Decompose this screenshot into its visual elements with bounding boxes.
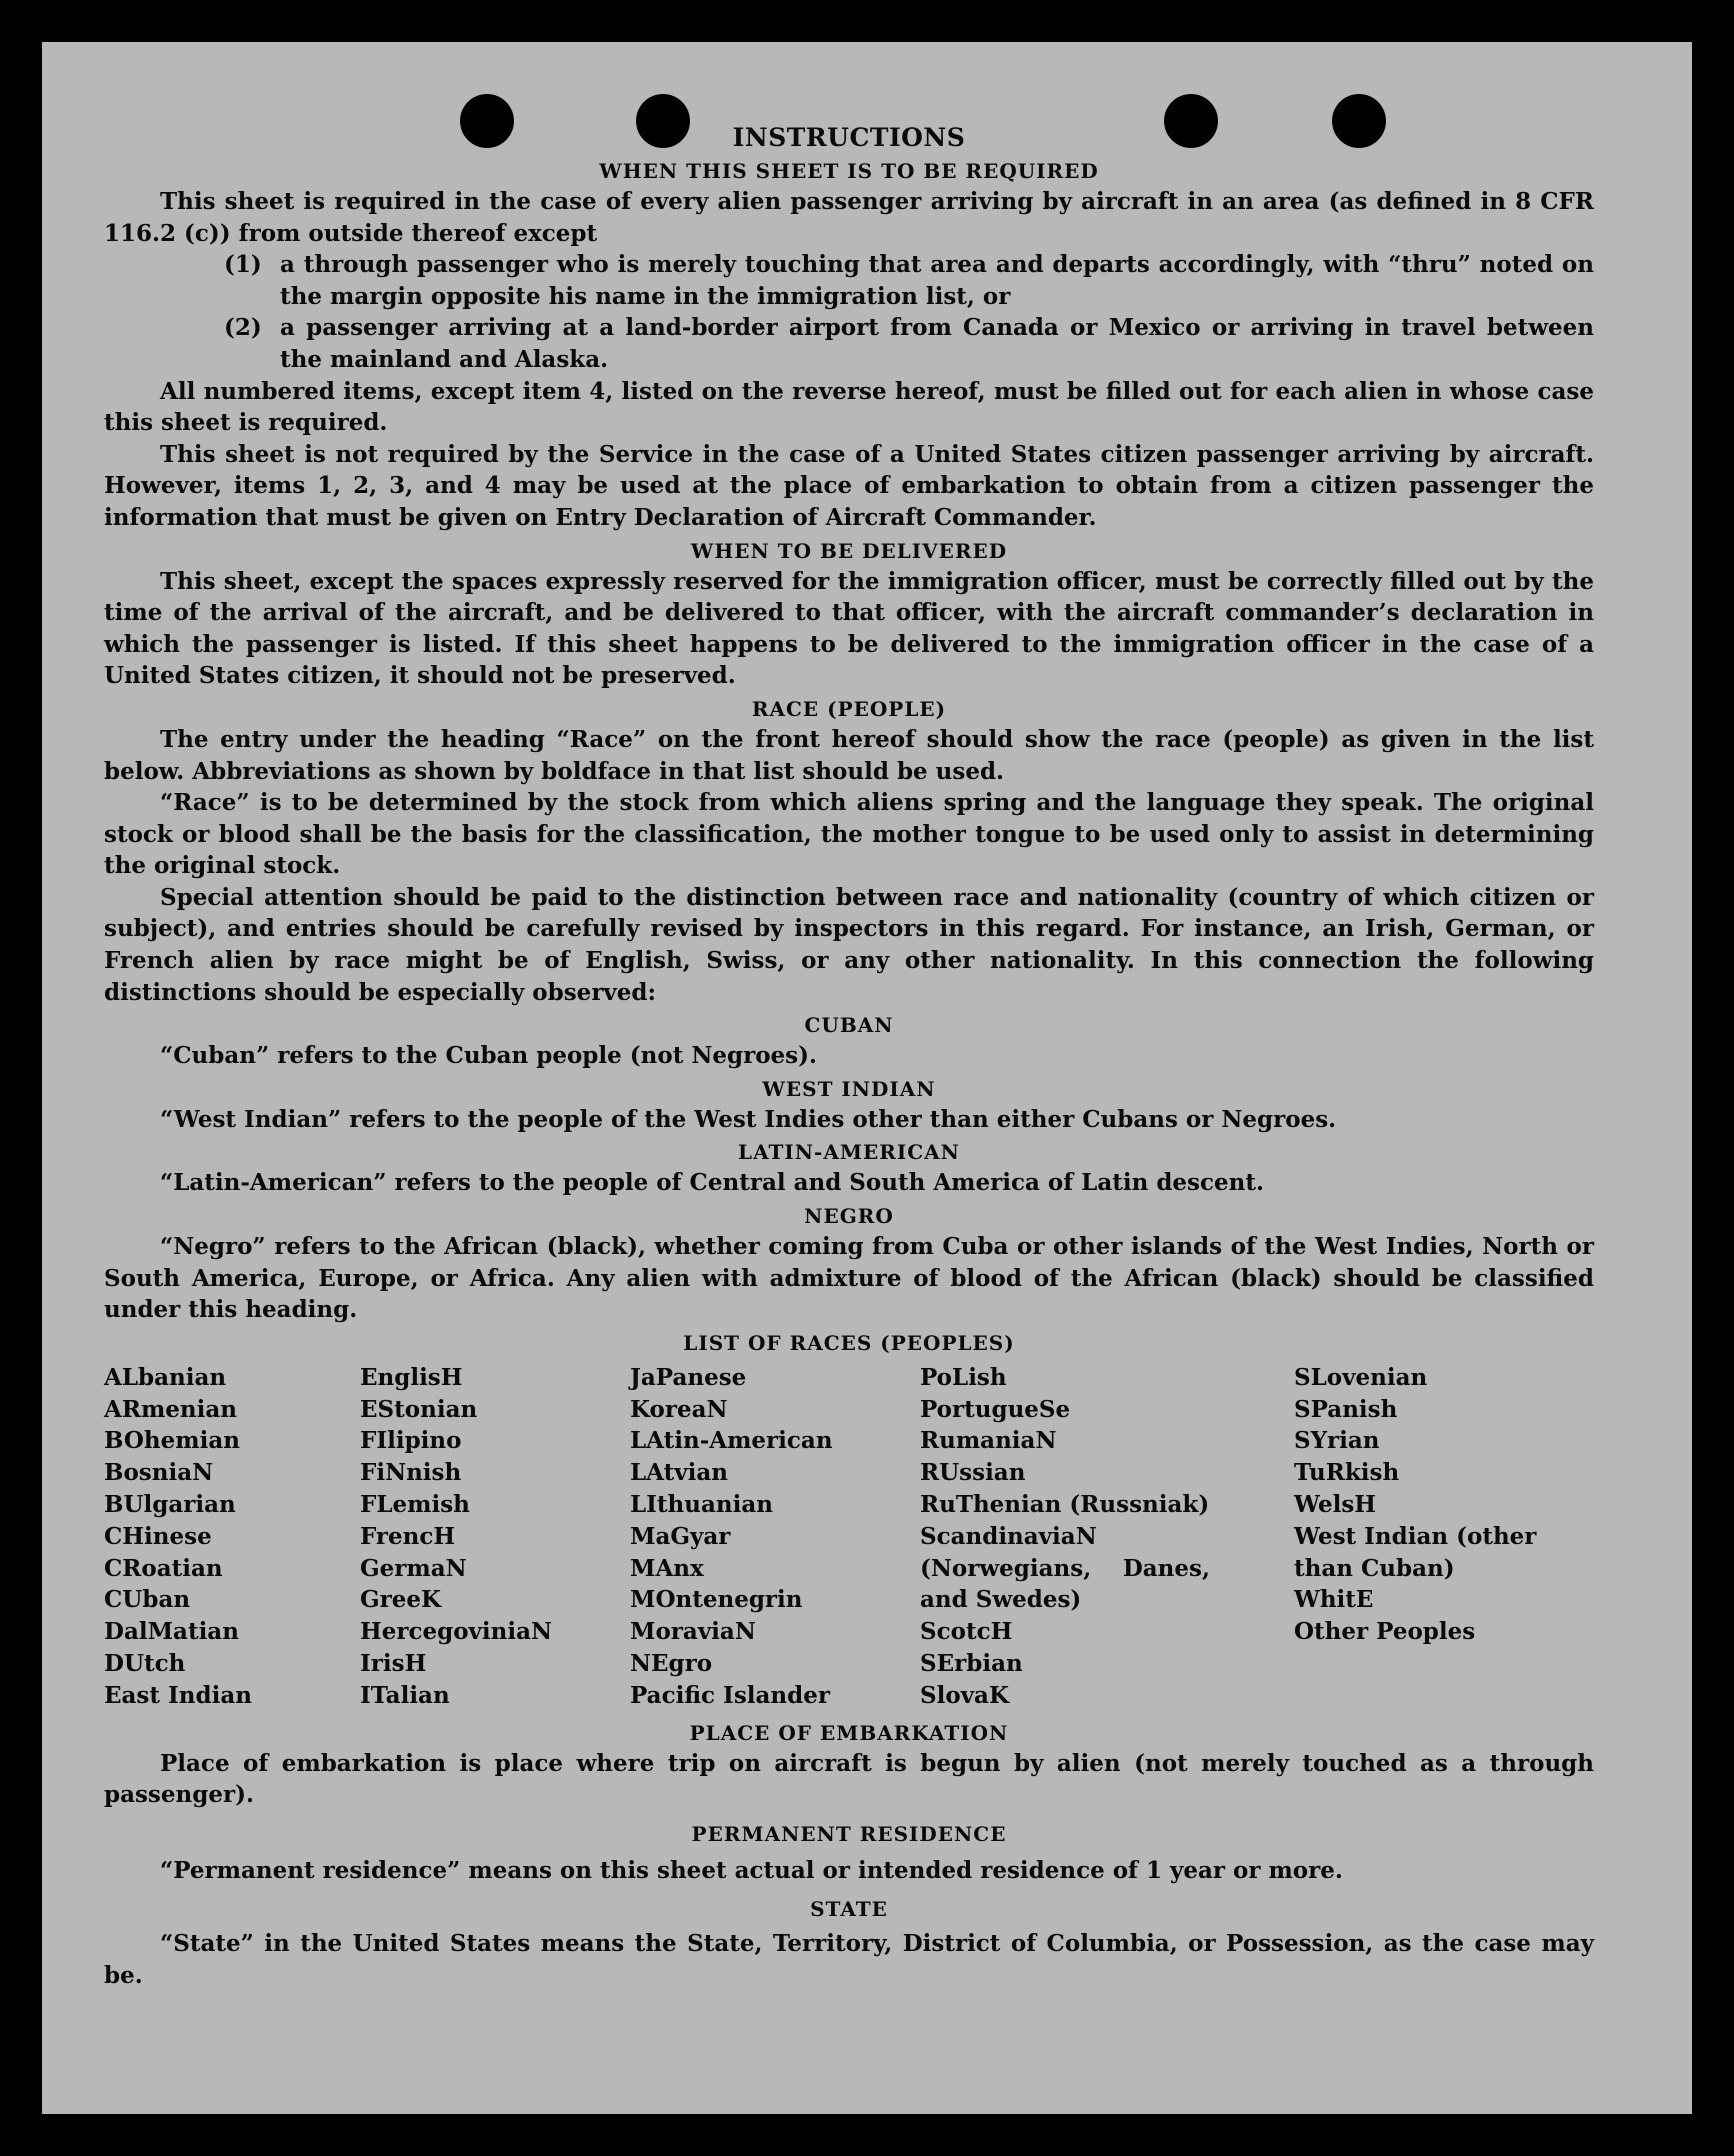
race-entry: GreeK [360,1586,442,1614]
item-number: (1) [224,251,262,279]
section-heading-delivered: WHEN TO BE DELIVERED [690,538,1008,563]
race-entry: PortugueSe [920,1395,1071,1423]
race-entry: PoLish [920,1363,1007,1391]
race-entry: ARmenian [104,1395,238,1423]
race-entry: SYrian [1294,1427,1380,1455]
race-entry: FrencH [360,1522,456,1550]
races-column-3 [630,1362,920,1712]
races-column-1 [104,1362,360,1712]
race-entry: HercegoviniaN [360,1618,553,1646]
race-entry: RUssian [920,1459,1026,1487]
latin-american-definition: “Latin-American” refers to the people of Central and South America of Latin descent. [160,1169,1264,1197]
race-entry: EnglisH [360,1363,463,1391]
race-entry: Pacific Islander [630,1681,830,1709]
race-entry-scandinavian: ScandinaviaN (Norwegians, Danes, and Swedes) [920,1522,1210,1614]
section-heading-west-indian: WEST INDIAN [762,1076,936,1101]
race-entry: BOhemian [104,1427,240,1455]
west-indian-definition: “West Indian” refers to the people of the West Indies other than either Cubans or Negroes. [160,1105,1337,1133]
section-heading-embarkation: PLACE OF EMBARKATION [689,1720,1009,1745]
cuban-definition: “Cuban” refers to the Cuban people (not Negroes). [160,1042,818,1070]
delivered-paragraph: This sheet, except the spaces expressly reserved for the immigration officer, must be correctly filled out by the time of the arrival of the aircraft, and be delivered to that officer, with the aircraft commander’s declaration in which the passenger is listed. If this sheet happens to be delivered to the immigration officer in the case of a United States citizen, it should not be preserved. [104,567,1594,690]
negro-definition: “Negro” refers to the African (black), whether coming from Cuba or other islands of the West Indies, North or South America, Europe, or Africa. Any alien with admixture of blood of the African (black) should be classified under this heading. [104,1233,1594,1324]
race-entry: LAtin-American [630,1427,833,1455]
exception-item-1 [224,249,1594,312]
race-entry: IrisH [360,1649,427,1677]
residence-definition: “Permanent residence” means on this sheet actual or intended residence of 1 year or more. [160,1856,1343,1884]
race-entry: MOntenegrin [630,1586,803,1614]
races-list [104,1362,1594,1712]
race-paragraph-3: Special attention should be paid to the distinction between race and nationality (country of which citizen or subject), and entries should be carefully revised by inspectors in this regard. For instance, an Irish, German, or French alien by race might be of English, Swiss, or any other nationality. In this connection the following distinctions should be especially observed: [104,883,1594,1006]
section-heading-state: STATE [810,1897,888,1922]
item-text: a passenger arriving at a land-border airport from Canada or Mexico or arriving in travel between the mainland and Alaska. [280,314,1594,373]
race-entry: GermaN [360,1554,467,1582]
section-heading-cuban: CUBAN [804,1013,894,1038]
state-definition: “State” in the United States means the State, Territory, District of Columbia, or Possession, as the case may be. [104,1930,1594,1989]
section-heading-required: WHEN THIS SHEET IS TO BE REQUIRED [599,159,1099,183]
item-number: (2) [224,314,262,342]
race-entry: NEgro [630,1649,713,1677]
race-entry: BosniaN [104,1459,214,1487]
race-entry: WelsH [1294,1491,1377,1518]
race-entry: SPanish [1294,1395,1398,1423]
race-paragraph-1: The entry under the heading “Race” on the front hereof should show the race (people) as given in the list below. Abbreviations as shown by boldface in that list should be used. [104,725,1594,785]
section-heading-residence: PERMANENT RESIDENCE [691,1821,1007,1846]
instructions-text [104,120,1594,1992]
race-entry: RuThenian (Russniak) [920,1491,1210,1518]
race-entry: DUtch [104,1649,186,1677]
race-entry: Other Peoples [1294,1618,1476,1646]
race-entry: DalMatian [104,1618,239,1646]
race-entry: ScotcH [920,1618,1013,1646]
race-entry: EStonian [360,1395,478,1423]
races-column-5 [1294,1362,1594,1712]
race-entry: ALbanian [104,1363,227,1391]
race-entry: ITalian [360,1681,450,1709]
race-entry: East Indian [104,1681,252,1709]
race-entry: TuRkish [1294,1459,1400,1487]
section-heading-negro: NEGRO [804,1204,894,1229]
race-paragraph-2: “Race” is to be determined by the stock from which aliens spring and the language they speak. The original stock or blood shall be the basis for the classification, the mother tongue to be used only to assist in determining the original stock. [104,789,1594,880]
race-entry-west-indian: West Indian (other than Cuban) [1294,1522,1537,1582]
race-entry: MAnx [630,1554,704,1582]
section-heading-race: RACE (PEOPLE) [751,696,947,721]
numbered-items-paragraph: All numbered items, except item 4, listed on the reverse hereof, must be filled out for each alien in whose case this sheet is required. [104,377,1594,437]
embarkation-definition: Place of embarkation is place where trip on aircraft is begun by alien (not merely touched as a through passenger). [104,1749,1594,1809]
race-entry: SErbian [920,1649,1023,1677]
race-entry: SLovenian [1294,1363,1428,1391]
races-column-2 [360,1362,630,1712]
race-entry: KoreaN [630,1395,728,1423]
required-intro: This sheet is required in the case of every alien passenger arriving by aircraft in an area (as defined in 8 CFR 116.2 (c)) from outside thereof except [104,188,1594,247]
item-text: a through passenger who is merely touching that area and departs accordingly, with “thru” noted on the margin opposite his name in the immigration list, or [280,251,1594,310]
race-entry: MoraviaN [630,1618,756,1646]
race-entry: RumaniaN [920,1427,1057,1455]
race-entry: JaPanese [630,1363,747,1391]
race-entry: CRoatian [104,1554,223,1582]
exception-item-2 [224,312,1594,375]
race-entry: FLemish [360,1491,470,1518]
race-entry: CHinese [104,1522,212,1550]
race-entry: LIthuanian [630,1491,773,1518]
citizen-paragraph: This sheet is not required by the Service in the case of a United States citizen passenger arriving by aircraft. However, items 1, 2, 3, and 4 may be used at the place of embarkation to obtain from a citizen passenger the information that must be given on Entry Declaration of Aircraft Commander. [104,440,1594,531]
race-entry: WhitE [1294,1586,1374,1614]
race-entry: MaGyar [630,1522,731,1550]
race-entry: FiNnish [360,1459,462,1487]
race-entry: CUban [104,1586,191,1614]
section-heading-latin-american: LATIN-AMERICAN [738,1140,960,1165]
race-entry: LAtvian [630,1459,728,1487]
race-entry: SlovaK [920,1681,1009,1709]
races-column-4 [920,1362,1294,1712]
page-title: INSTRUCTIONS [732,123,966,152]
race-entry: BUlgarian [104,1491,236,1518]
section-heading-list-of-races: LIST OF RACES (PEOPLES) [683,1330,1015,1355]
race-entry: FIlipino [360,1427,462,1455]
